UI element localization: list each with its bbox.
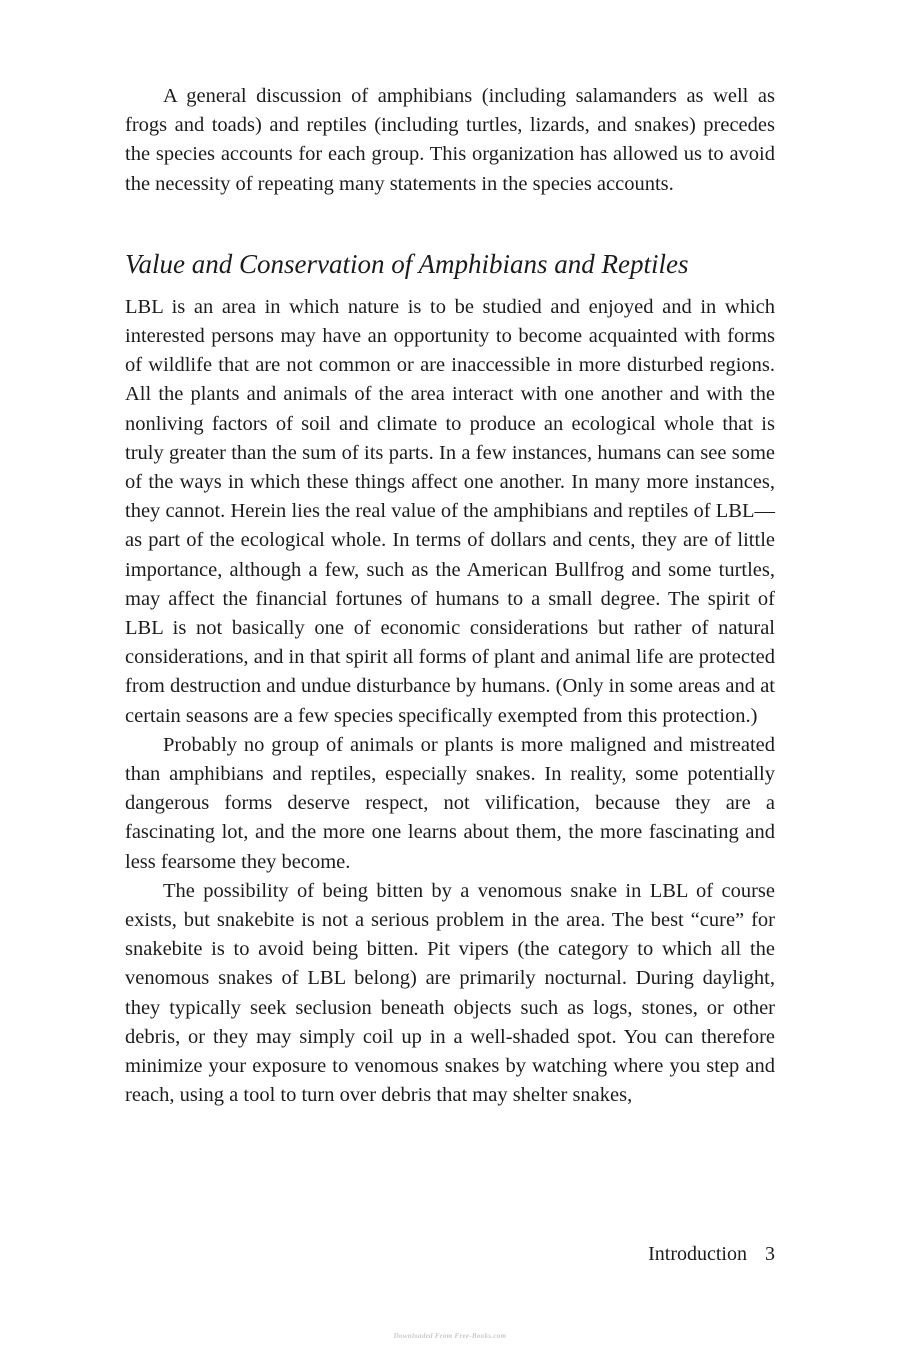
running-footer-title: Introduction: [648, 1243, 747, 1265]
body-paragraph: Probably no group of animals or plants is more maligned and mistreated than amphibians and reptiles, especially snakes. In reality, some potentially dangerous forms deserve respect, not vilification, because they are a fascinating lot, and the more one learns about them, the more fascinating and less fearsome they become.: [125, 733, 775, 873]
page-footer: [648, 1240, 775, 1268]
body-paragraph: The possibility of being bitten by a venomous snake in LBL of course exists, but snakebite is not a serious problem in the area. The best “cure” for snakebite is to avoid being bitten. Pit vipers (the category to which all the venomous snakes of LBL belong) are primarily nocturnal. During daylight, they typically seek seclusion beneath objects such as logs, stones, or other debris, or they may simply coil up in a well-shaded spot. You can therefore minimize your exposure to venomous snakes by watching where you step and reach, using a tool to turn over debris that may shelter snakes,: [125, 879, 775, 1107]
body-paragraph: LBL is an area in which nature is to be studied and enjoyed and in which interested persons may have an opportunity to become acquainted with forms of wildlife that are not common or are inaccessible in more disturbed regions. All the plants and animals of the area interact with one another and with the nonliving factors of soil and climate to produce an ecological whole that is truly greater than the sum of its parts. In a few instances, humans can see some of the ways in which these things affect one another. In many more instances, they cannot. Herein lies the real value of the amphibians and reptiles of LBL—as part of the ecological whole. In terms of dollars and cents, they are of little importance, although a few, such as the American Bullfrog and some turtles, may affect the financial fortunes of humans to a small degree. The spirit of LBL is not basically one of economic considerations but rather of natural considerations, and in that spirit all forms of plant and animal life are protected from destruction and undue disturbance by humans. (Only in some areas and at certain seasons are a few species specifically exempted from this protection.): [125, 295, 775, 727]
download-watermark: Downloaded From Free-Books.com: [393, 1332, 507, 1340]
page-number: 3: [765, 1243, 775, 1265]
section-heading: Value and Conservation of Amphibians and Reptiles: [125, 248, 689, 279]
page-body: [125, 82, 775, 1111]
intro-paragraph: A general discussion of amphibians (including salamanders as well as frogs and toads) and reptiles (including turtles, lizards, and snakes) precedes the species accounts for each group. This organization has allowed us to avoid the necessity of repeating many statements in the species accounts.: [125, 85, 775, 195]
